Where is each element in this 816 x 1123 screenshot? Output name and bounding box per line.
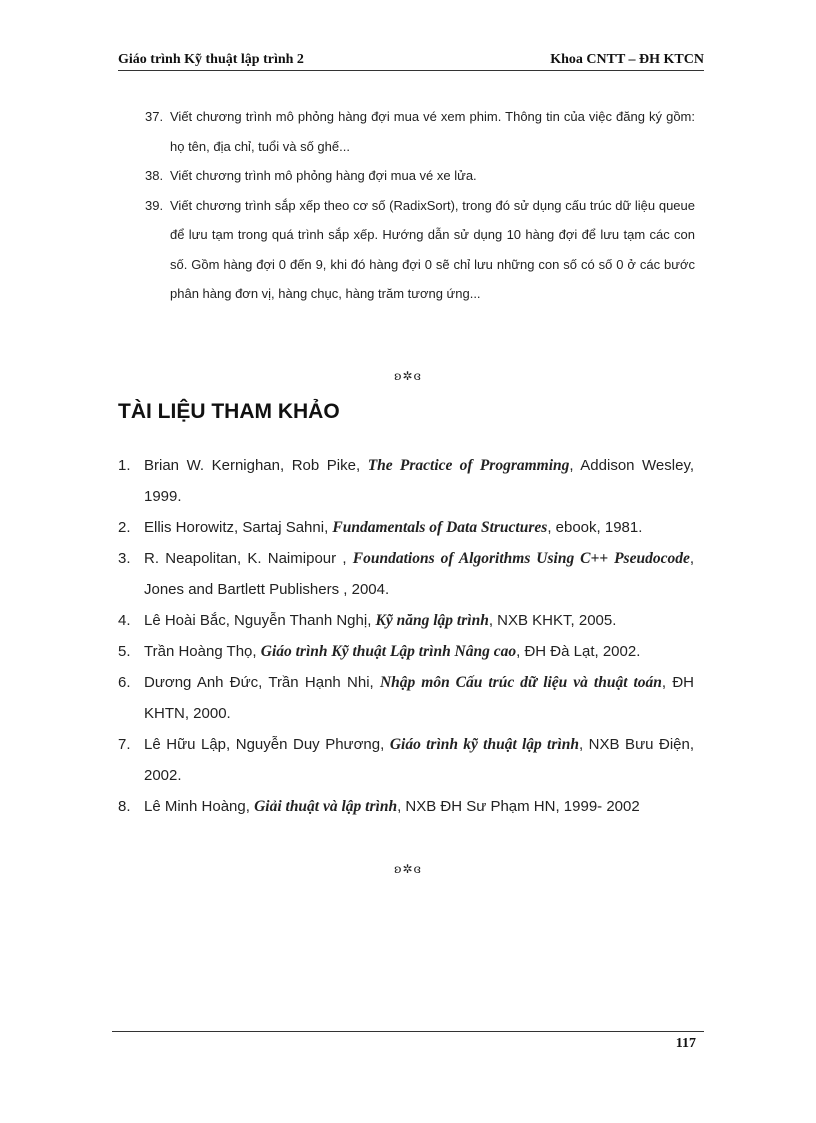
reference-publisher: , Jones and Bartlett Publishers , 2004. [144,550,695,598]
exercise-text: Viết chương trình mô phỏng hàng đợi mua vé xe lửa. [170,168,477,183]
reference-item [118,729,694,791]
reference-authors: Dương Anh Đức, Trần Hạnh Nhi, [144,674,374,691]
reference-publisher: , ĐH KHTN, 2000. [144,674,695,722]
reference-publisher: , NXB ĐH Sư Phạm HN, 1999- 2002 [397,798,640,815]
exercise-item [145,191,695,309]
reference-authors: Lê Hoài Bắc, Nguyễn Thanh Nghị, [144,612,372,629]
header-faculty: Khoa CNTT – ĐH KTCN [550,52,704,67]
exercise-item [145,161,695,191]
reference-item [118,636,694,667]
reference-number: 2. [118,519,131,536]
reference-title: Nhập môn Cấu trúc dữ liệu và thuật toán [379,674,662,691]
reference-authors: Ellis Horowitz, Sartaj Sahni, [144,519,329,536]
reference-number: 1. [118,457,131,474]
reference-number: 5. [118,643,131,660]
reference-title: Kỹ năng lập trình [375,612,489,629]
reference-publisher: , ebook, 1981. [547,519,643,536]
references-heading: TÀI LIỆU THAM KHẢO [118,400,340,423]
reference-authors: Brian W. Kernighan, Rob Pike, [144,457,361,474]
reference-authors: Trần Hoàng Thọ, [144,643,257,660]
reference-title: Giải thuật và lập trình [254,798,398,815]
ornament-divider-icon: ʚ✲ɞ [394,369,422,383]
reference-authors: Lê Minh Hoàng, [144,798,250,815]
reference-number: 3. [118,550,131,567]
page-number: 117 [675,1036,696,1051]
header-course-title: Giáo trình Kỹ thuật lập trình 2 [118,52,304,67]
reference-title: Giáo trình Kỹ thuật Lập trình Nâng cao [260,643,517,660]
exercise-text: Viết chương trình mô phỏng hàng đợi mua vé xem phim. Thông tin của việc đăng ký gồm: họ tên, địa chỉ, tuổi và số ghế... [170,109,695,154]
reference-publisher: , NXB Bưu Điện, 2002. [144,736,695,784]
reference-item [118,667,694,729]
exercise-number: 38. [145,168,164,183]
reference-item [118,543,694,605]
reference-item [118,450,694,512]
reference-number: 4. [118,612,131,629]
reference-title: Foundations of Algorithms Using C++ Pseudocode [352,550,690,567]
reference-title: Giáo trình kỹ thuật lập trình [389,736,579,753]
reference-publisher: , Addison Wesley, 1999. [144,457,695,505]
exercise-list [145,102,695,309]
exercise-text: Viết chương trình sắp xếp theo cơ số (RadixSort), trong đó sử dụng cấu trúc dữ liệu queue để lưu tạm trong quá trình sắp xếp. Hướng dẫn sử dụng 10 hàng đợi để lưu tạm các con số. Gồm hàng đợi 0 đến 9, khi đó hàng đợi 0 sẽ chỉ lưu những con số có số 0 ở các bước phân hàng đơn vị, hàng chục, hàng trăm tương ứng... [170,197,695,301]
exercise-number: 39. [145,197,164,213]
reference-authors: R. Neapolitan, K. Naimipour , [144,550,347,567]
reference-list [118,450,694,822]
reference-publisher: , NXB KHKT, 2005. [488,612,617,629]
reference-number: 8. [118,798,131,815]
ornament-divider-icon: ʚ✲ɞ [394,862,422,876]
reference-title: The Practice of Programming [367,457,570,474]
reference-number: 7. [118,736,131,753]
reference-item [118,605,694,636]
exercise-item [145,102,695,161]
page-header [118,52,704,70]
reference-number: 6. [118,674,131,691]
reference-title: Fundamentals of Data Structures [332,519,548,536]
header-divider [118,70,704,71]
exercise-number: 37. [145,109,164,124]
reference-item [118,791,694,822]
reference-publisher: , ĐH Đà Lạt, 2002. [516,643,641,660]
reference-authors: Lê Hữu Lập, Nguyễn Duy Phương, [144,736,385,753]
footer-divider [112,1031,704,1032]
reference-item [118,512,694,543]
